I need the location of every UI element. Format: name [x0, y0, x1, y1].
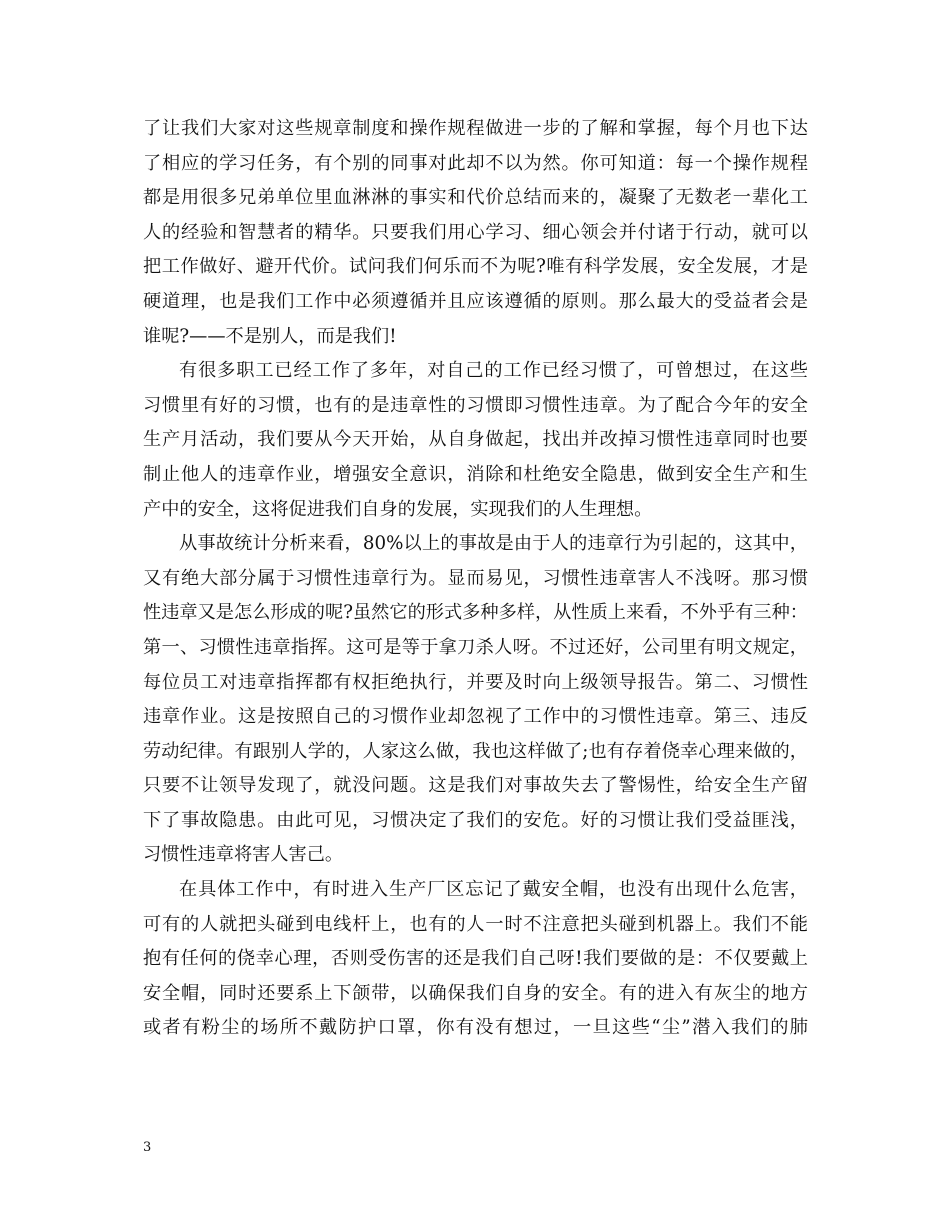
text-line: 把工作做好、避开代价。试问我们何乐而不为呢?唯有科学发展，安全发展，才是 [143, 256, 808, 278]
text-line: 或者有粉尘的场所不戴防护口罩，你有没有想过，一旦这些“尘”潜入我们的肺 [143, 1017, 808, 1039]
text-line: 抱有任何的侥幸心理，否则受伤害的还是我们自己呀!我们要做的是：不仅要戴上 [143, 948, 808, 970]
text-line: 又有绝大部分属于习惯性违章行为。显而易见，习惯性违章害人不浅呀。那习惯 [143, 567, 808, 589]
text-line: 人的经验和智慧者的精华。只要我们用心学习、细心领会并付诸于行动，就可以 [143, 221, 808, 243]
page-number: 3 [143, 1140, 152, 1155]
body-text [143, 112, 808, 1046]
text-line: 从事故统计分析来看，80%以上的事故是由于人的违章行为引起的，这其中， [179, 533, 808, 555]
text-line: 在具体工作中，有时进入生产厂区忘记了戴安全帽，也没有出现什么危害， [179, 879, 808, 901]
text-line: 每位员工对违章指挥都有权拒绝执行，并要及时向上级领导报告。第二、习惯性 [143, 671, 808, 693]
text-line: 可有的人就把头碰到电线杆上，也有的人一时不注意把头碰到机器上。我们不能 [143, 913, 808, 935]
text-line: 制止他人的违章作业，增强安全意识，消除和杜绝安全隐患，做到安全生产和生 [143, 463, 808, 485]
text-line: 性违章又是怎么形成的呢?虽然它的形式多种多样，从性质上来看，不外乎有三种： [143, 602, 808, 624]
text-line: 谁呢?——不是别人，而是我们! [143, 325, 397, 347]
text-line: 下了事故隐患。由此可见，习惯决定了我们的安危。好的习惯让我们受益匪浅， [143, 809, 808, 831]
text-line: 都是用很多兄弟单位里血淋淋的事实和代价总结而来的，凝聚了无数老一辈化工 [143, 187, 808, 209]
text-line: 安全帽，同时还要系上下颌带，以确保我们自身的安全。有的进入有灰尘的地方 [143, 982, 808, 1004]
text-line: 了让我们大家对这些规章制度和操作规程做进一步的了解和掌握，每个月也下达 [143, 118, 808, 139]
text-line: 了相应的学习任务，有个别的同事对此却不以为然。你可知道：每一个操作规程 [143, 152, 808, 174]
text-line: 只要不让领导发现了，就没问题。这是我们对事故失去了警惕性，给安全生产留 [143, 775, 808, 797]
text-line: 违章作业。这是按照自己的习惯作业却忽视了工作中的习惯性违章。第三、违反 [143, 706, 808, 728]
text-line: 习惯里有好的习惯，也有的是违章性的习惯即习惯性违章。为了配合今年的安全 [143, 394, 808, 416]
text-line: 产中的安全，这将促进我们自身的发展，实现我们的人生理想。 [143, 498, 653, 520]
text-line: 生产月活动，我们要从今天开始，从自身做起，找出并改掉习惯性违章同时也要 [143, 429, 808, 451]
text-line: 劳动纪律。有跟别人学的，人家这么做，我也这样做了;也有存着侥幸心理来做的， [143, 740, 808, 762]
text-line: 有很多职工已经工作了多年，对自己的工作已经习惯了，可曾想过，在这些 [179, 360, 808, 382]
text-line: 硬道理，也是我们工作中必须遵循并且应该遵循的原则。那么最大的受益者会是 [143, 290, 808, 312]
text-line: 习惯性违章将害人害己。 [143, 844, 344, 866]
text-line: 第一、习惯性违章指挥。这可是等于拿刀杀人呀。不过还好，公司里有明文规定， [143, 636, 808, 658]
